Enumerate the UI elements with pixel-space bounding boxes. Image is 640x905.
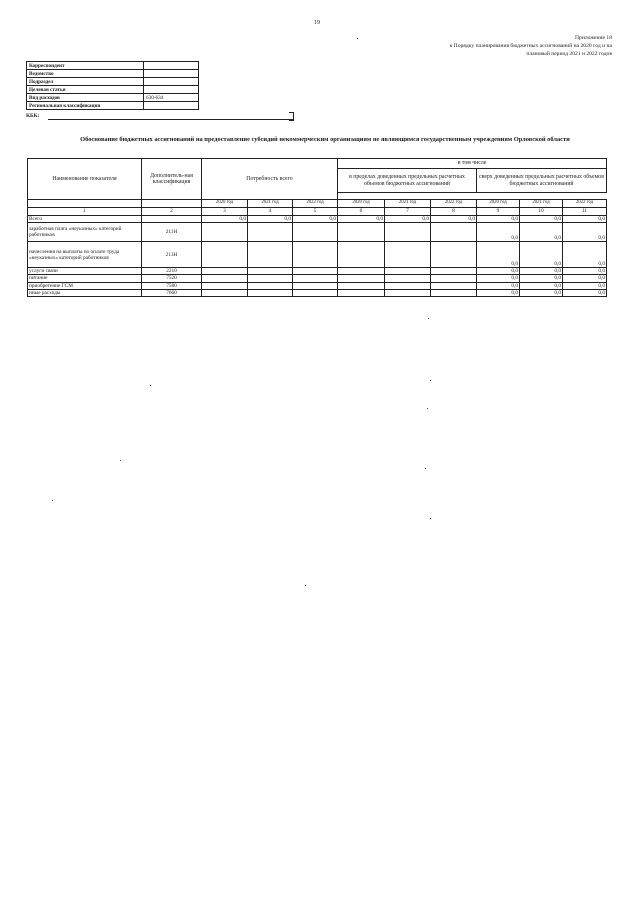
row-name: питание bbox=[28, 275, 142, 282]
budget-table bbox=[27, 158, 607, 297]
value-cell: 0,0 bbox=[520, 282, 563, 289]
value-cell bbox=[248, 223, 293, 242]
value-cell: 0,0 bbox=[202, 216, 248, 223]
value-cell: 0,0 bbox=[563, 289, 607, 296]
year-header: 2021 год bbox=[520, 200, 563, 208]
meta-label: Корреспондент bbox=[27, 62, 144, 70]
value-cell bbox=[202, 275, 248, 282]
value-cell bbox=[431, 268, 477, 275]
meta-label: Целевая статья bbox=[27, 86, 144, 94]
column-index: 11 bbox=[563, 208, 607, 216]
appendix-line-2: к Порядку планирования бюджетных ассигнований на 2020 год и на bbox=[449, 43, 612, 49]
header-total-need: Потребность всего bbox=[202, 159, 338, 200]
value-cell bbox=[248, 268, 293, 275]
year-header: 2022 год bbox=[563, 200, 607, 208]
value-cell bbox=[248, 282, 293, 289]
value-cell bbox=[431, 282, 477, 289]
header-within-limits: в пределах доведенных предельных расчетных объемов бюджетных ассигнований bbox=[338, 169, 477, 193]
column-index: 1 bbox=[28, 208, 142, 216]
value-cell bbox=[248, 275, 293, 282]
scan-speck bbox=[428, 318, 429, 319]
row-name: начисления на выплаты по оплате труда «неуказных» категорий работников bbox=[28, 242, 142, 268]
meta-value bbox=[144, 86, 199, 94]
value-cell bbox=[202, 268, 248, 275]
scan-speck bbox=[357, 38, 358, 39]
value-cell: 0,0 bbox=[520, 268, 563, 275]
column-index: 9 bbox=[477, 208, 520, 216]
value-cell bbox=[293, 289, 338, 296]
value-cell: 0,0 bbox=[293, 216, 338, 223]
value-cell bbox=[293, 268, 338, 275]
value-cell: 0,0 bbox=[477, 268, 520, 275]
year-header: 2021 год bbox=[385, 200, 431, 208]
appendix-line-1: Приложение 18 bbox=[574, 35, 612, 41]
column-index: 2 bbox=[142, 208, 202, 216]
year-header: 2021 год bbox=[248, 200, 293, 208]
value-cell: 0,0 bbox=[520, 242, 563, 268]
value-cell: 0,0 bbox=[431, 216, 477, 223]
meta-value bbox=[144, 62, 199, 70]
scan-speck bbox=[52, 500, 53, 501]
value-cell bbox=[385, 289, 431, 296]
value-cell: 0,0 bbox=[563, 275, 607, 282]
scan-speck bbox=[120, 460, 121, 461]
value-cell bbox=[385, 223, 431, 242]
year-header: 2020 год bbox=[202, 200, 248, 208]
value-cell: 0,0 bbox=[563, 216, 607, 223]
kbk-bracket bbox=[289, 112, 294, 121]
meta-label: Региональная классификация bbox=[27, 102, 144, 110]
meta-value: 630-634 bbox=[144, 94, 199, 102]
value-cell bbox=[293, 275, 338, 282]
meta-label: Подраздел bbox=[27, 78, 144, 86]
value-cell bbox=[431, 289, 477, 296]
column-index: 8 bbox=[431, 208, 477, 216]
value-cell: 0,0 bbox=[563, 282, 607, 289]
row-code bbox=[142, 216, 202, 223]
page-number: 19 bbox=[314, 20, 320, 26]
row-code: 2210 bbox=[142, 268, 202, 275]
classification-table bbox=[26, 61, 199, 110]
scan-speck bbox=[150, 385, 151, 386]
year-header: 2020 год bbox=[338, 200, 385, 208]
value-cell: 0,0 bbox=[477, 223, 520, 242]
value-cell: 0,0 bbox=[248, 216, 293, 223]
value-cell bbox=[338, 289, 385, 296]
value-cell: 0,0 bbox=[477, 275, 520, 282]
meta-value bbox=[144, 70, 199, 78]
value-cell bbox=[293, 242, 338, 268]
value-cell bbox=[338, 268, 385, 275]
blank-cell bbox=[28, 200, 142, 208]
value-cell bbox=[385, 282, 431, 289]
value-cell bbox=[202, 223, 248, 242]
scan-speck bbox=[305, 585, 306, 586]
meta-label: Вид расходов bbox=[27, 94, 144, 102]
value-cell bbox=[385, 268, 431, 275]
value-cell bbox=[431, 223, 477, 242]
scan-speck bbox=[427, 408, 428, 409]
row-code: 7580 bbox=[142, 282, 202, 289]
value-cell bbox=[202, 282, 248, 289]
column-index: 6 bbox=[338, 208, 385, 216]
column-index: 10 bbox=[520, 208, 563, 216]
meta-value bbox=[144, 78, 199, 86]
row-name: приобретение ГСМ bbox=[28, 282, 142, 289]
column-index: 5 bbox=[293, 208, 338, 216]
year-header: 2022 год bbox=[431, 200, 477, 208]
value-cell: 0,0 bbox=[338, 216, 385, 223]
header-over-limits: сверх доведенных предельных расчетных объемов бюджетных ассигнований bbox=[477, 169, 607, 193]
column-index: 4 bbox=[248, 208, 293, 216]
row-name: Всего bbox=[28, 216, 142, 223]
scan-speck bbox=[425, 468, 426, 469]
appendix-note bbox=[392, 34, 612, 58]
value-cell bbox=[385, 275, 431, 282]
value-cell: 0,0 bbox=[563, 242, 607, 268]
column-index: 7 bbox=[385, 208, 431, 216]
row-name: услуги связи bbox=[28, 268, 142, 275]
value-cell bbox=[338, 275, 385, 282]
value-cell: 0,0 bbox=[477, 242, 520, 268]
value-cell bbox=[202, 242, 248, 268]
value-cell: 0,0 bbox=[563, 268, 607, 275]
row-code: 213Н bbox=[142, 242, 202, 268]
value-cell: 0,0 bbox=[520, 223, 563, 242]
year-header: 2022 год bbox=[293, 200, 338, 208]
scan-speck bbox=[430, 518, 431, 519]
value-cell: 0,0 bbox=[477, 282, 520, 289]
year-header: 2020 год bbox=[477, 200, 520, 208]
value-cell bbox=[202, 289, 248, 296]
value-cell bbox=[338, 223, 385, 242]
header-in-total: в том числе bbox=[338, 159, 607, 169]
value-cell bbox=[338, 282, 385, 289]
blank-cell bbox=[142, 200, 202, 208]
value-cell bbox=[431, 242, 477, 268]
value-cell bbox=[338, 242, 385, 268]
row-name: иные расходы bbox=[28, 289, 142, 296]
value-cell: 0,0 bbox=[563, 223, 607, 242]
value-cell: 0,0 bbox=[520, 216, 563, 223]
value-cell bbox=[248, 289, 293, 296]
value-cell: 0,0 bbox=[477, 289, 520, 296]
value-cell bbox=[248, 242, 293, 268]
value-cell: 0,0 bbox=[385, 216, 431, 223]
value-cell bbox=[385, 242, 431, 268]
value-cell bbox=[431, 275, 477, 282]
meta-value bbox=[144, 102, 199, 110]
kbk-label: КБК: bbox=[26, 113, 40, 119]
row-code: 211Н bbox=[142, 223, 202, 242]
column-index: 3 bbox=[202, 208, 248, 216]
meta-label: Ведомство bbox=[27, 70, 144, 78]
header-name: Наименование показателя bbox=[28, 159, 142, 200]
row-name: заработная плата «неуказных» категорий работников bbox=[28, 223, 142, 242]
value-cell: 0,0 bbox=[520, 289, 563, 296]
scan-speck bbox=[430, 380, 431, 381]
value-cell: 0,0 bbox=[520, 275, 563, 282]
row-code: 7520 bbox=[142, 275, 202, 282]
value-cell bbox=[293, 223, 338, 242]
document-title: Обоснование бюджетных ассигнований на предоставление субсидий некоммерческим организациям не являющимся государственным учреждениям Орловской области bbox=[80, 136, 570, 143]
row-code: 7660 bbox=[142, 289, 202, 296]
kbk-underline bbox=[48, 119, 293, 120]
value-cell bbox=[293, 282, 338, 289]
header-classification: Дополнитель-ная классификация bbox=[142, 159, 202, 200]
appendix-line-3: плановый период 2021 и 2022 годов bbox=[526, 51, 612, 57]
value-cell: 0,0 bbox=[477, 216, 520, 223]
